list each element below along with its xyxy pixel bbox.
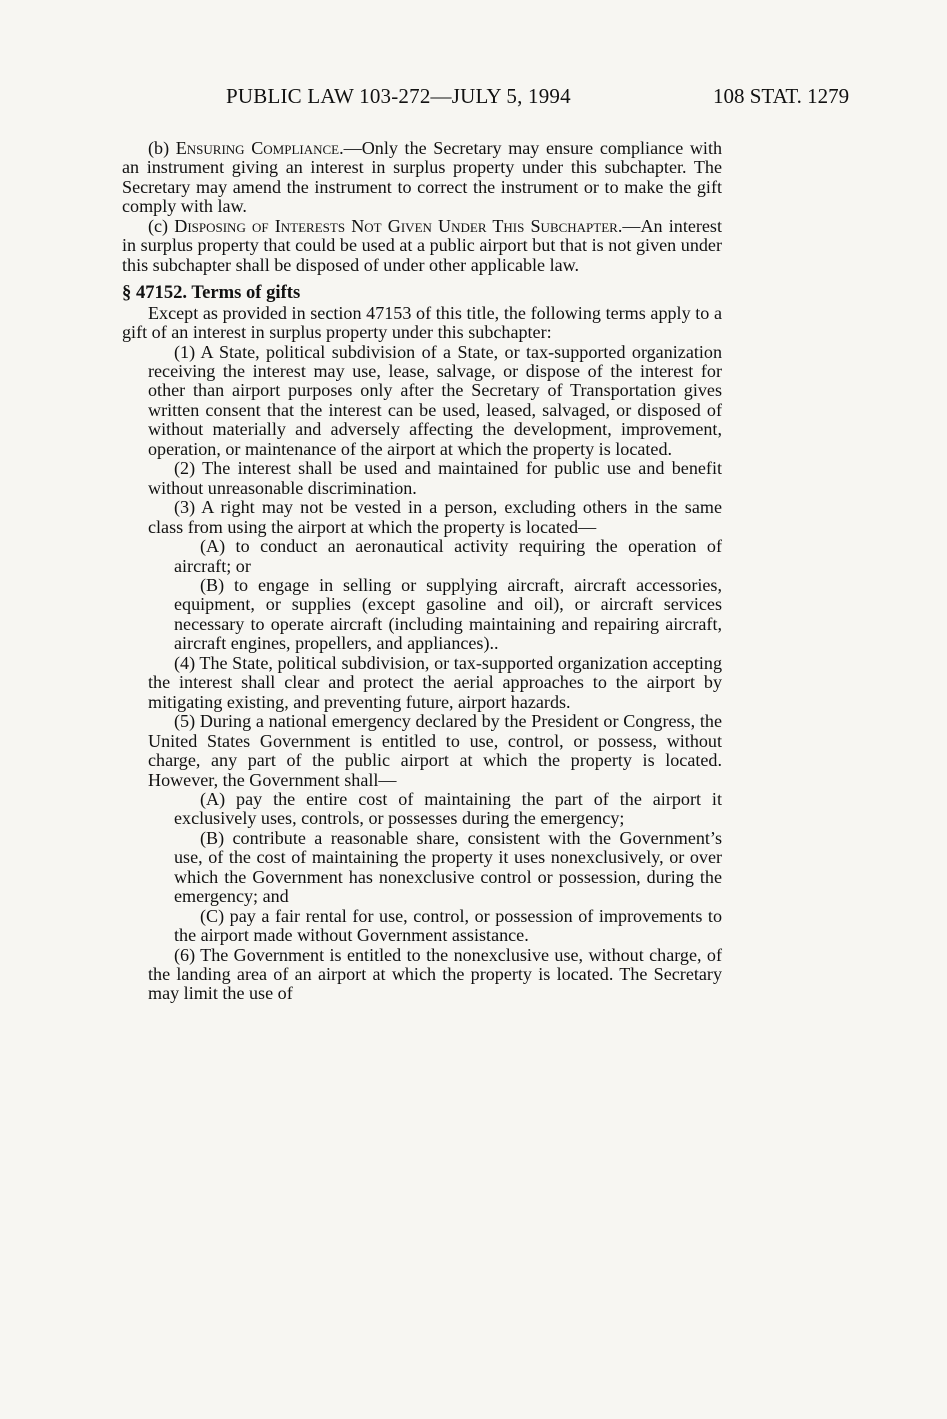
term-5-a: (A) pay the entire cost of maintaining the part of the airport it exclusively uses, controls, or possesses during the emergency; <box>174 788 722 829</box>
term-5: (5) During a national emergency declared by the President or Congress, the United States Government is entitled to use, control, or possess, without charge, any part of the public airport at which the property is located. However, the Government shall— <box>148 711 722 790</box>
term-3-b: (B) to engage in selling or supplying aircraft, aircraft accessories, equipment, or supplies (except gasoline and oil), or aircraft services necessary to operate aircraft (including maintaining and repairing aircraft, aircraft engines, propellers, and appliances).. <box>174 574 722 654</box>
header-stat-page: 108 STAT. 1279 <box>713 84 850 108</box>
term-5-c: (C) pay a fair rental for use, control, or possession of improvements to the airport made without Government assistance. <box>174 905 722 946</box>
section-heading: § 47152. Terms of gifts <box>122 282 301 304</box>
paragraph-c <box>122 217 722 275</box>
paragraph-b-text: .—Only the Secretary may ensure compliance with an instrument giving an interest in surplus property under this subchapter. The Secretary may amend the instrument to correct the instrument or to make the gift comply with law. <box>122 138 723 217</box>
header-title: PUBLIC LAW 103-272—JULY 5, 1994 <box>226 84 571 108</box>
section-intro: Except as provided in section 47153 of this title, the following terms apply to a gift of an interest in surplus property under this subchapter: <box>122 302 722 343</box>
term-3-a: (A) to conduct an aeronautical activity requiring the operation of aircraft; or <box>174 536 722 576</box>
term-5-b: (B) contribute a reasonable share, consistent with the Government’s use, of the cost of maintaining the property it uses nonexclusively, or over which the Government has nonexclusive control or possession, during the emergency; and <box>174 827 722 907</box>
term-3: (3) A right may not be vested in a person, excluding others in the same class from using the airport at which the property is located— <box>148 497 722 537</box>
paragraph-c-label: (c) <box>148 215 175 236</box>
term-6: (6) The Government is entitled to the nonexclusive use, without charge, of the landing area of an airport at which the property is located. The Secretary may limit the use of <box>148 944 722 1004</box>
paragraph-b <box>122 139 722 217</box>
paragraph-c-heading: Disposing of Interests Not Given Under This Subchapter <box>174 215 618 236</box>
paragraph-c-text: .—An interest in surplus property that could be used at a public airport but that is not given under this subchapter shall be disposed of under other applicable law. <box>122 215 723 275</box>
document-body <box>122 139 722 1004</box>
paragraph-b-label: (b) <box>148 138 176 158</box>
term-1: (1) A State, political subdivision of a State, or tax-supported organization receiving the interest may use, lease, salvage, or dispose of the interest for other than airport purposes only after the Secretary of Transportation gives written consent that the interest can be used, leased, salvaged, or disposed of without materially and adversely affecting the development, improvement, operation, or maintenance of the airport at which the property is located. <box>148 341 722 459</box>
page-header <box>0 84 947 114</box>
paragraph-b-heading: Ensuring Compliance <box>175 138 340 158</box>
term-4: (4) The State, political subdivision, or tax-supported organization accepting the interest shall clear and protect the aerial approaches to the airport by mitigating existing, and preventing future, airport hazards. <box>148 652 722 712</box>
term-2: (2) The interest shall be used and maintained for public use and benefit without unreasonable discrimination. <box>148 458 722 498</box>
